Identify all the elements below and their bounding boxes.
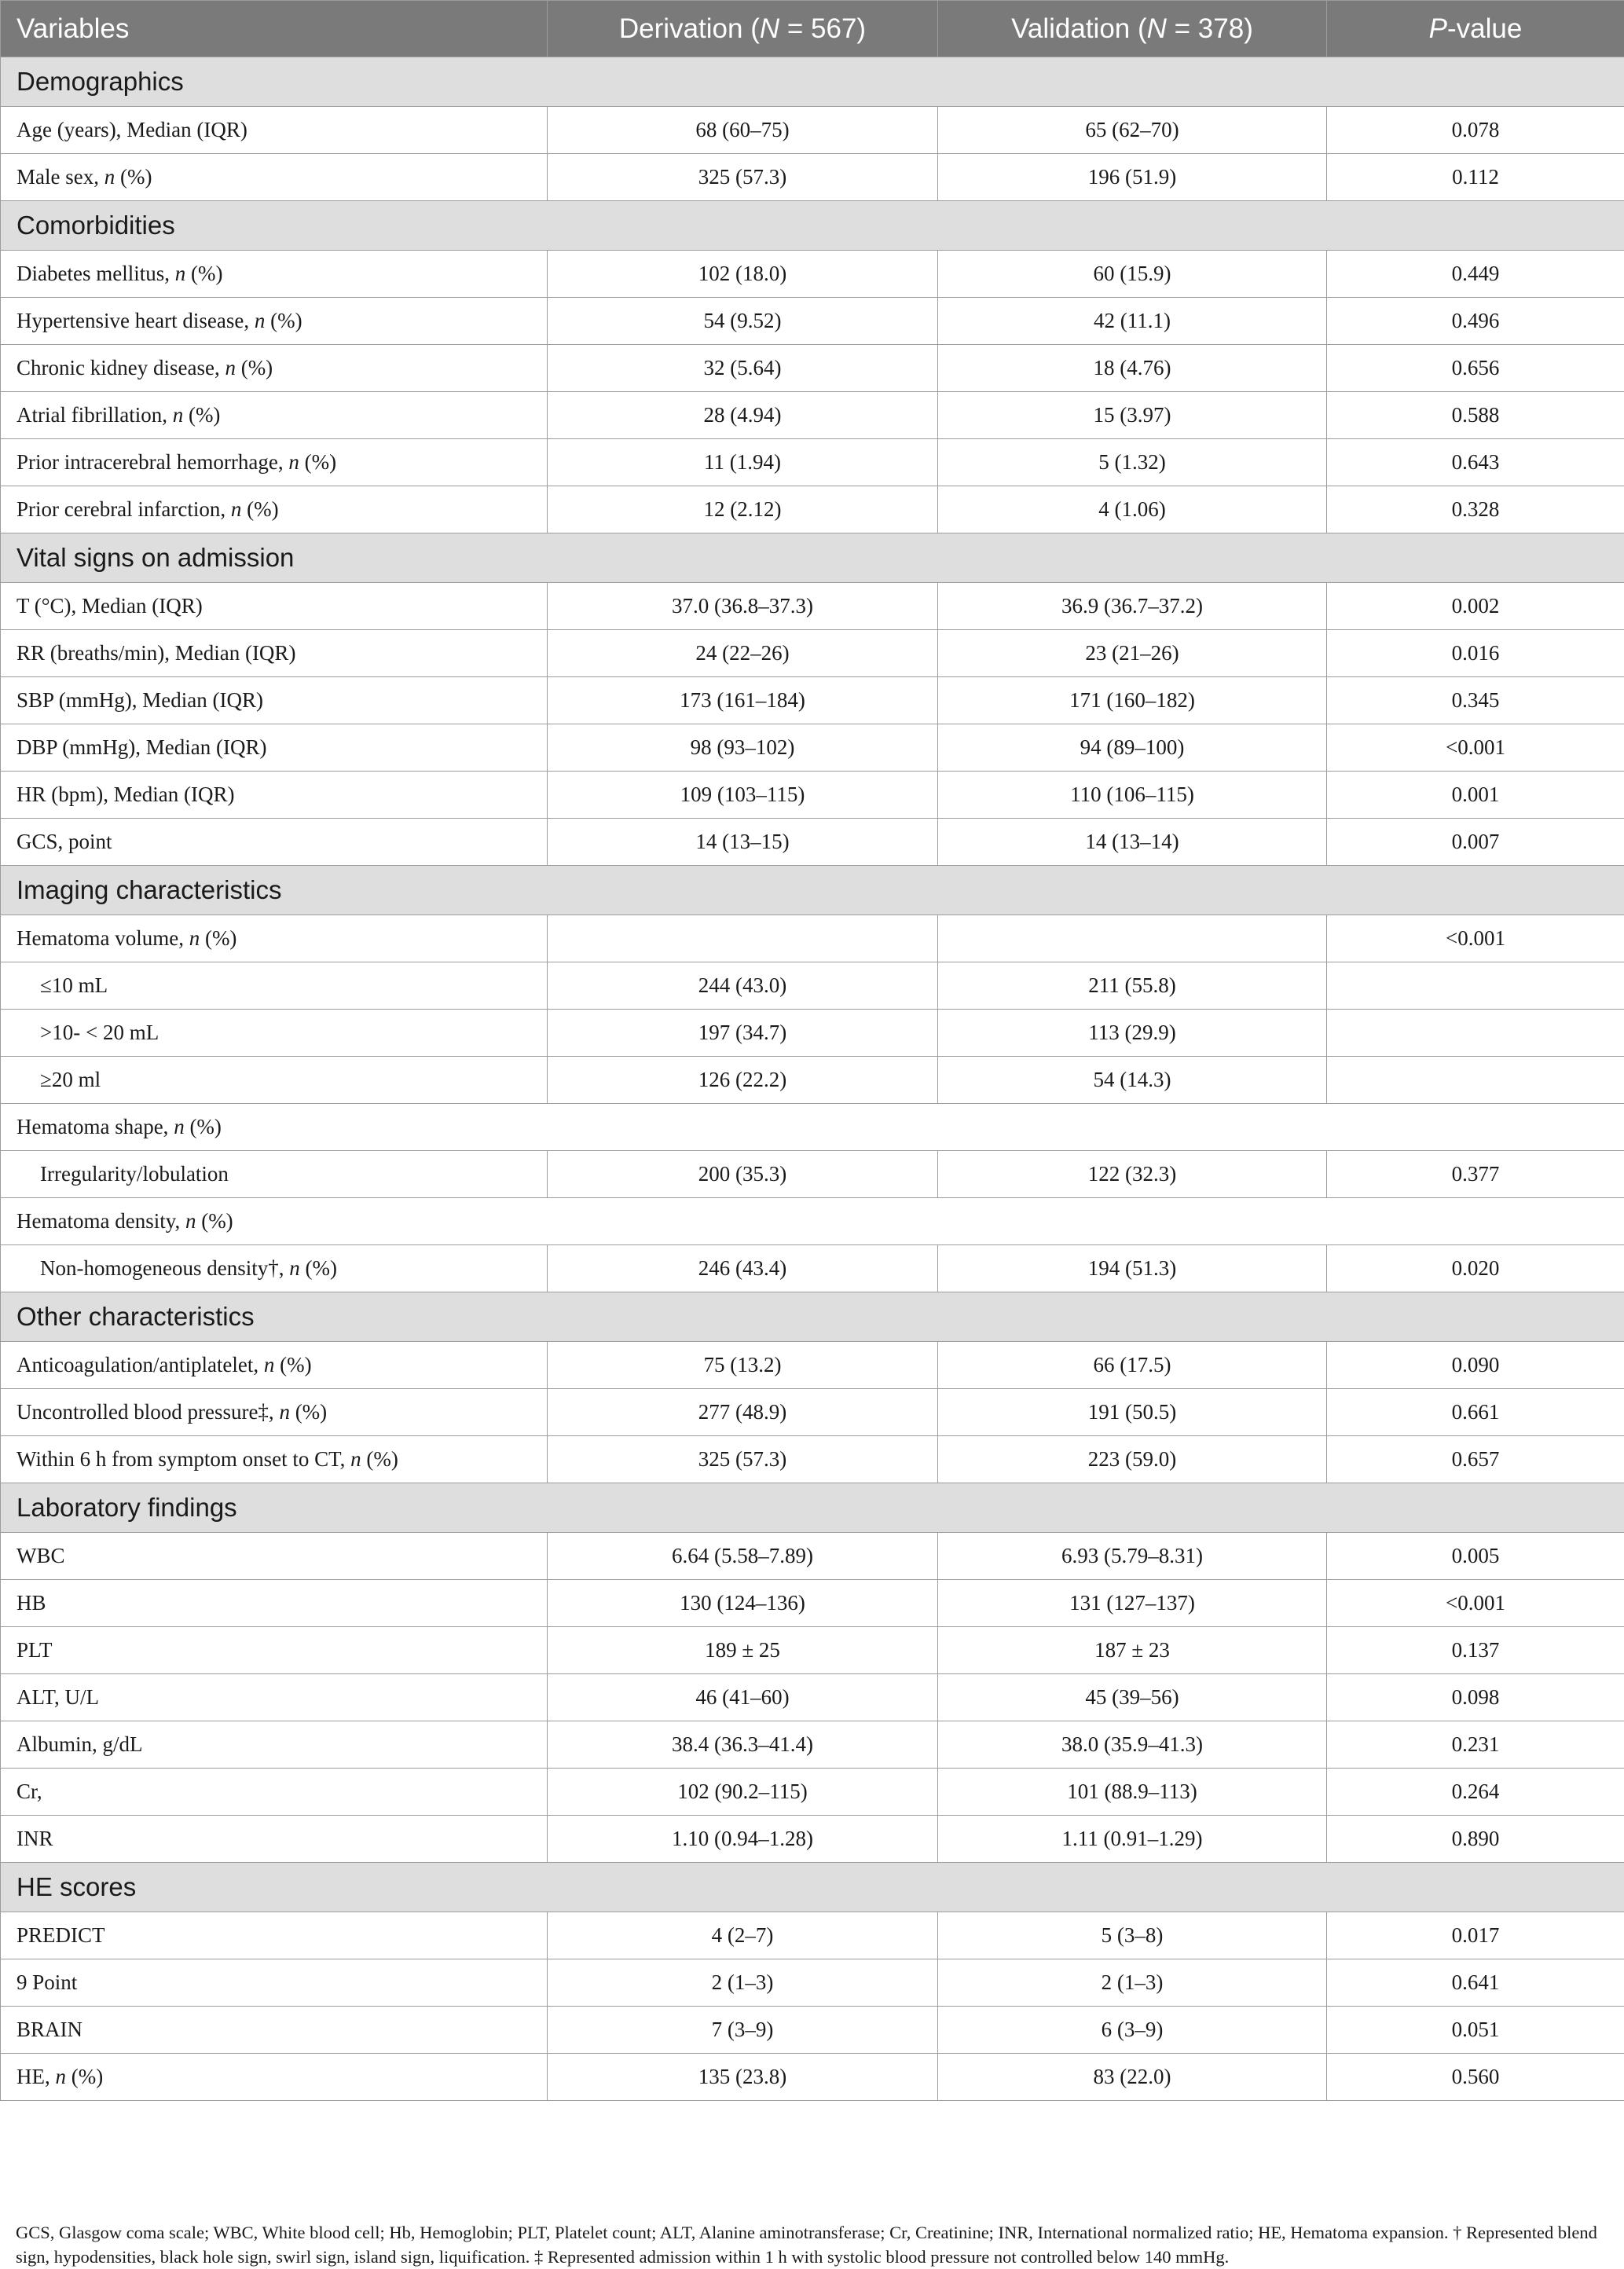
- validation-cell: 211 (55.8): [938, 962, 1327, 1010]
- pvalue-cell: 0.017: [1327, 1912, 1624, 1959]
- derivation-cell: 37.0 (36.8–37.3): [548, 583, 938, 630]
- pvalue-cell: 0.643: [1327, 439, 1624, 486]
- derivation-cell: 244 (43.0): [548, 962, 938, 1010]
- row-label: [1, 345, 548, 392]
- pvalue-cell: 0.345: [1327, 677, 1624, 724]
- pvalue-cell: 0.098: [1327, 1674, 1624, 1721]
- row-label-n: n: [231, 497, 242, 521]
- row-label-text: Non-homogeneous density†,: [40, 1256, 289, 1280]
- row-label-text: RR (breaths/min), Median (IQR): [16, 641, 295, 665]
- section-header-row: [1, 1483, 1624, 1533]
- derivation-cell: 102 (18.0): [548, 251, 938, 298]
- derivation-cell: 135 (23.8): [548, 2054, 938, 2101]
- row-label-n: n: [175, 262, 186, 285]
- pvalue-cell: 0.560: [1327, 2054, 1624, 2101]
- section-header-row: [1, 201, 1624, 251]
- table-row: [1, 1151, 1624, 1198]
- validation-cell: 65 (62–70): [938, 107, 1327, 154]
- table-row: [1, 2054, 1624, 2101]
- validation-cell: 6 (3–9): [938, 2007, 1327, 2054]
- validation-cell: 171 (160–182): [938, 677, 1327, 724]
- row-label-suffix: (%): [115, 165, 152, 189]
- derivation-cell: 277 (48.9): [548, 1389, 938, 1436]
- section-header-row: [1, 866, 1624, 915]
- validation-cell: 18 (4.76): [938, 345, 1327, 392]
- row-label: [1, 962, 548, 1010]
- pvalue-cell: [1327, 1010, 1624, 1057]
- table-row: [1, 107, 1624, 154]
- table-row: [1, 1674, 1624, 1721]
- validation-cell: 223 (59.0): [938, 1436, 1327, 1483]
- row-label-n: n: [288, 450, 299, 474]
- row-label-text: Male sex,: [16, 165, 104, 189]
- header-validation-n: N: [1147, 13, 1167, 44]
- pvalue-cell: 0.264: [1327, 1769, 1624, 1816]
- row-label: [1, 1769, 548, 1816]
- table-row: [1, 724, 1624, 772]
- header-derivation-text: Derivation (: [619, 13, 760, 44]
- header-validation-count: = 378): [1167, 13, 1253, 44]
- row-label-n: n: [104, 165, 115, 189]
- row-label: [1, 1627, 548, 1674]
- table-row: [1, 392, 1624, 439]
- section-header-row: [1, 533, 1624, 583]
- row-label-text: Cr,: [16, 1780, 42, 1803]
- validation-cell: 60 (15.9): [938, 251, 1327, 298]
- row-label-suffix: (%): [66, 2065, 103, 2088]
- row-label-text: Uncontrolled blood pressure‡,: [16, 1400, 279, 1424]
- derivation-cell: 12 (2.12): [548, 486, 938, 533]
- row-label: [1, 298, 548, 345]
- table-row: [1, 1580, 1624, 1627]
- row-label-text: DBP (mmHg), Median (IQR): [16, 735, 266, 759]
- header-derivation-n: N: [760, 13, 779, 44]
- row-label: [1, 107, 548, 154]
- table-row: [1, 154, 1624, 201]
- row-label-text: GCS, point: [16, 830, 112, 853]
- pvalue-cell: 0.656: [1327, 345, 1624, 392]
- validation-cell: 66 (17.5): [938, 1342, 1327, 1389]
- row-label: [1, 1816, 548, 1863]
- validation-cell: 187 ± 23: [938, 1627, 1327, 1674]
- row-label-suffix: (%): [299, 450, 336, 474]
- validation-cell: 194 (51.3): [938, 1245, 1327, 1292]
- pvalue-cell: [1327, 1057, 1624, 1104]
- row-label-suffix: (%): [200, 926, 236, 950]
- derivation-cell: [548, 915, 938, 962]
- row-label: [1, 154, 548, 201]
- table-row: [1, 1104, 1624, 1151]
- row-label-n: n: [289, 1256, 300, 1280]
- row-label-text: PLT: [16, 1638, 53, 1662]
- validation-cell: 42 (11.1): [938, 298, 1327, 345]
- derivation-cell: 75 (13.2): [548, 1342, 938, 1389]
- row-label-suffix: (%): [185, 1115, 222, 1138]
- table-row: [1, 1627, 1624, 1674]
- row-label-text: Within 6 h from symptom onset to CT,: [16, 1447, 350, 1471]
- row-label-suffix: (%): [361, 1447, 398, 1471]
- row-label-n: n: [185, 1209, 196, 1233]
- pvalue-cell: 0.002: [1327, 583, 1624, 630]
- pvalue-cell: 0.231: [1327, 1721, 1624, 1769]
- row-label: [1, 1912, 548, 1959]
- derivation-cell: 11 (1.94): [548, 439, 938, 486]
- header-validation: [938, 1, 1327, 57]
- section-title: Laboratory findings: [1, 1483, 1624, 1533]
- row-label-text: SBP (mmHg), Median (IQR): [16, 688, 263, 712]
- row-label: [1, 630, 548, 677]
- pvalue-cell: 0.328: [1327, 486, 1624, 533]
- table-row: [1, 1389, 1624, 1436]
- row-label-text: HR (bpm), Median (IQR): [16, 783, 234, 806]
- pvalue-cell: <0.001: [1327, 915, 1624, 962]
- pvalue-cell: 0.496: [1327, 298, 1624, 345]
- row-label: [1, 439, 548, 486]
- row-label-suffix: (%): [196, 1209, 233, 1233]
- table-row: [1, 1245, 1624, 1292]
- derivation-cell: 24 (22–26): [548, 630, 938, 677]
- row-label-text: Age (years), Median (IQR): [16, 118, 247, 141]
- derivation-cell: 38.4 (36.3–41.4): [548, 1721, 938, 1769]
- derivation-cell: 130 (124–136): [548, 1580, 938, 1627]
- derivation-cell: 246 (43.4): [548, 1245, 938, 1292]
- derivation-cell: 325 (57.3): [548, 154, 938, 201]
- row-label-text: Hematoma shape,: [16, 1115, 174, 1138]
- validation-cell: [938, 915, 1327, 962]
- row-label-text: Prior intracerebral hemorrhage,: [16, 450, 288, 474]
- table-row: [1, 1769, 1624, 1816]
- validation-cell: 45 (39–56): [938, 1674, 1327, 1721]
- derivation-cell: 189 ± 25: [548, 1627, 938, 1674]
- header-pvalue-text: -value: [1447, 13, 1522, 44]
- row-label-text: PREDICT: [16, 1923, 105, 1947]
- row-label-suffix: (%): [265, 309, 302, 332]
- derivation-cell: 2 (1–3): [548, 1959, 938, 2007]
- header-variables: [1, 1, 548, 57]
- row-label: [1, 1010, 548, 1057]
- row-label: [1, 1104, 1624, 1151]
- row-label-suffix: (%): [236, 356, 273, 379]
- section-title: Demographics: [1, 57, 1624, 107]
- row-label-text: Diabetes mellitus,: [16, 262, 175, 285]
- header-validation-text: Validation (: [1011, 13, 1147, 44]
- validation-cell: 131 (127–137): [938, 1580, 1327, 1627]
- validation-cell: 122 (32.3): [938, 1151, 1327, 1198]
- section-title: Vital signs on admission: [1, 533, 1624, 583]
- row-label-text: T (°C), Median (IQR): [16, 594, 203, 618]
- row-label-n: n: [264, 1353, 275, 1376]
- validation-cell: 1.11 (0.91–1.29): [938, 1816, 1327, 1863]
- row-label-text: Anticoagulation/antiplatelet,: [16, 1353, 264, 1376]
- row-label-text: HB: [16, 1591, 46, 1615]
- row-label-n: n: [174, 1115, 185, 1138]
- validation-cell: 5 (3–8): [938, 1912, 1327, 1959]
- pvalue-cell: <0.001: [1327, 1580, 1624, 1627]
- table-row: [1, 819, 1624, 866]
- table-row: [1, 583, 1624, 630]
- header-derivation-count: = 567): [779, 13, 866, 44]
- row-label-text: HE,: [16, 2065, 56, 2088]
- row-label-text: Hematoma density,: [16, 1209, 185, 1233]
- validation-cell: 15 (3.97): [938, 392, 1327, 439]
- row-label: [1, 2007, 548, 2054]
- row-label-n: n: [350, 1447, 361, 1471]
- pvalue-cell: 0.137: [1327, 1627, 1624, 1674]
- row-label: [1, 1580, 548, 1627]
- pvalue-cell: 0.588: [1327, 392, 1624, 439]
- table-row: [1, 1436, 1624, 1483]
- row-label-text: Irregularity/lobulation: [40, 1162, 229, 1186]
- section-header-row: [1, 57, 1624, 107]
- pvalue-cell: 0.016: [1327, 630, 1624, 677]
- row-label: [1, 1721, 548, 1769]
- row-label-text: Atrial fibrillation,: [16, 403, 173, 427]
- row-label: [1, 251, 548, 298]
- pvalue-cell: 0.112: [1327, 154, 1624, 201]
- table-row: [1, 915, 1624, 962]
- row-label: [1, 1342, 548, 1389]
- row-label-suffix: (%): [241, 497, 278, 521]
- pvalue-cell: 0.001: [1327, 772, 1624, 819]
- row-label-n: n: [279, 1400, 290, 1424]
- table-row: [1, 677, 1624, 724]
- row-label-text: 9 Point: [16, 1970, 77, 1994]
- table-header-row: [1, 1, 1624, 57]
- row-label-text: INR: [16, 1827, 53, 1850]
- derivation-cell: 6.64 (5.58–7.89): [548, 1533, 938, 1580]
- derivation-cell: 325 (57.3): [548, 1436, 938, 1483]
- derivation-cell: 197 (34.7): [548, 1010, 938, 1057]
- row-label-text: WBC: [16, 1544, 65, 1567]
- row-label-n: n: [225, 356, 236, 379]
- pvalue-cell: 0.090: [1327, 1342, 1624, 1389]
- table-row: [1, 298, 1624, 345]
- pvalue-cell: 0.377: [1327, 1151, 1624, 1198]
- pvalue-cell: 0.661: [1327, 1389, 1624, 1436]
- pvalue-cell: 0.051: [1327, 2007, 1624, 2054]
- derivation-cell: 98 (93–102): [548, 724, 938, 772]
- section-title: Comorbidities: [1, 201, 1624, 251]
- row-label-text: Chronic kidney disease,: [16, 356, 225, 379]
- derivation-cell: 68 (60–75): [548, 107, 938, 154]
- validation-cell: 2 (1–3): [938, 1959, 1327, 2007]
- table-row: [1, 439, 1624, 486]
- derivation-cell: 109 (103–115): [548, 772, 938, 819]
- row-label: [1, 772, 548, 819]
- derivation-cell: 1.10 (0.94–1.28): [548, 1816, 938, 1863]
- derivation-cell: 200 (35.3): [548, 1151, 938, 1198]
- table-row: [1, 345, 1624, 392]
- table-row: [1, 1010, 1624, 1057]
- pvalue-cell: 0.005: [1327, 1533, 1624, 1580]
- row-label-text: ALT, U/L: [16, 1685, 99, 1709]
- header-pvalue: [1327, 1, 1624, 57]
- row-label-text: Hypertensive heart disease,: [16, 309, 255, 332]
- row-label: [1, 486, 548, 533]
- derivation-cell: 126 (22.2): [548, 1057, 938, 1104]
- validation-cell: 23 (21–26): [938, 630, 1327, 677]
- validation-cell: 191 (50.5): [938, 1389, 1327, 1436]
- table-row: [1, 962, 1624, 1010]
- validation-cell: 38.0 (35.9–41.3): [938, 1721, 1327, 1769]
- header-pvalue-p: P: [1429, 13, 1447, 44]
- row-label: [1, 1674, 548, 1721]
- validation-cell: 196 (51.9): [938, 154, 1327, 201]
- validation-cell: 110 (106–115): [938, 772, 1327, 819]
- table-body: [1, 57, 1624, 2101]
- validation-cell: 94 (89–100): [938, 724, 1327, 772]
- header-variables-label: Variables: [16, 13, 129, 44]
- pvalue-cell: 0.078: [1327, 107, 1624, 154]
- section-header-row: [1, 1292, 1624, 1342]
- derivation-cell: 46 (41–60): [548, 1674, 938, 1721]
- row-label-n: n: [173, 403, 184, 427]
- pvalue-cell: 0.020: [1327, 1245, 1624, 1292]
- pvalue-cell: 0.641: [1327, 1959, 1624, 2007]
- row-label-text: Albumin, g/dL: [16, 1732, 143, 1756]
- pvalue-cell: <0.001: [1327, 724, 1624, 772]
- table-row: [1, 1533, 1624, 1580]
- validation-cell: 4 (1.06): [938, 486, 1327, 533]
- table-row: [1, 1342, 1624, 1389]
- validation-cell: 83 (22.0): [938, 2054, 1327, 2101]
- table-row: [1, 1198, 1624, 1245]
- derivation-cell: 4 (2–7): [548, 1912, 938, 1959]
- table-row: [1, 251, 1624, 298]
- row-label: [1, 1198, 1624, 1245]
- row-label-text: >10- < 20 mL: [40, 1021, 159, 1044]
- section-title: HE scores: [1, 1863, 1624, 1912]
- validation-cell: 101 (88.9–113): [938, 1769, 1327, 1816]
- row-label: [1, 1151, 548, 1198]
- pvalue-cell: 0.449: [1327, 251, 1624, 298]
- row-label-n: n: [56, 2065, 67, 2088]
- row-label: [1, 1245, 548, 1292]
- row-label-text: Hematoma volume,: [16, 926, 189, 950]
- pvalue-cell: 0.007: [1327, 819, 1624, 866]
- table-row: [1, 2007, 1624, 2054]
- validation-cell: 5 (1.32): [938, 439, 1327, 486]
- row-label: [1, 677, 548, 724]
- validation-cell: 6.93 (5.79–8.31): [938, 1533, 1327, 1580]
- derivation-cell: 28 (4.94): [548, 392, 938, 439]
- section-title: Other characteristics: [1, 1292, 1624, 1342]
- row-label: [1, 1959, 548, 2007]
- derivation-cell: 54 (9.52): [548, 298, 938, 345]
- row-label-suffix: (%): [300, 1256, 337, 1280]
- derivation-cell: 14 (13–15): [548, 819, 938, 866]
- row-label: [1, 1389, 548, 1436]
- derivation-cell: 7 (3–9): [548, 2007, 938, 2054]
- row-label-text: BRAIN: [16, 2018, 82, 2041]
- row-label: [1, 1436, 548, 1483]
- pvalue-cell: 0.890: [1327, 1816, 1624, 1863]
- table-row: [1, 1057, 1624, 1104]
- table-row: [1, 630, 1624, 677]
- table-row: [1, 486, 1624, 533]
- row-label: [1, 915, 548, 962]
- row-label: [1, 819, 548, 866]
- row-label-suffix: (%): [185, 262, 222, 285]
- row-label: [1, 583, 548, 630]
- row-label: [1, 1057, 548, 1104]
- validation-cell: 54 (14.3): [938, 1057, 1327, 1104]
- row-label: [1, 2054, 548, 2101]
- row-label-suffix: (%): [183, 403, 220, 427]
- section-title: Imaging characteristics: [1, 866, 1624, 915]
- validation-cell: 14 (13–14): [938, 819, 1327, 866]
- derivation-cell: 32 (5.64): [548, 345, 938, 392]
- validation-cell: 36.9 (36.7–37.2): [938, 583, 1327, 630]
- pvalue-cell: [1327, 962, 1624, 1010]
- table-row: [1, 1721, 1624, 1769]
- row-label-suffix: (%): [274, 1353, 311, 1376]
- row-label-n: n: [189, 926, 200, 950]
- row-label-n: n: [255, 309, 266, 332]
- table-footnote: GCS, Glasgow coma scale; WBC, White blood cell; Hb, Hemoglobin; PLT, Platelet count; ALT, Alanine aminotransferase; Cr, Creatinine; INR, International normalized ratio; HE, Hematoma expansion. † Represented blend sign, hypodensities, black hole sign, swirl sign, island sign, liquification. ‡ Represented admission within 1 h with systolic blood pressure not controlled below 140 mmHg.: [16, 2220, 1611, 2269]
- derivation-cell: 173 (161–184): [548, 677, 938, 724]
- row-label: [1, 392, 548, 439]
- row-label-text: Prior cerebral infarction,: [16, 497, 231, 521]
- table-row: [1, 772, 1624, 819]
- header-derivation: [548, 1, 938, 57]
- table-row: [1, 1816, 1624, 1863]
- row-label-suffix: (%): [290, 1400, 327, 1424]
- table-row: [1, 1959, 1624, 2007]
- section-header-row: [1, 1863, 1624, 1912]
- derivation-cell: 102 (90.2–115): [548, 1769, 938, 1816]
- row-label-text: ≤10 mL: [40, 973, 108, 997]
- validation-cell: 113 (29.9): [938, 1010, 1327, 1057]
- row-label: [1, 724, 548, 772]
- row-label: [1, 1533, 548, 1580]
- pvalue-cell: 0.657: [1327, 1436, 1624, 1483]
- row-label-text: ≥20 ml: [40, 1068, 101, 1091]
- table-row: [1, 1912, 1624, 1959]
